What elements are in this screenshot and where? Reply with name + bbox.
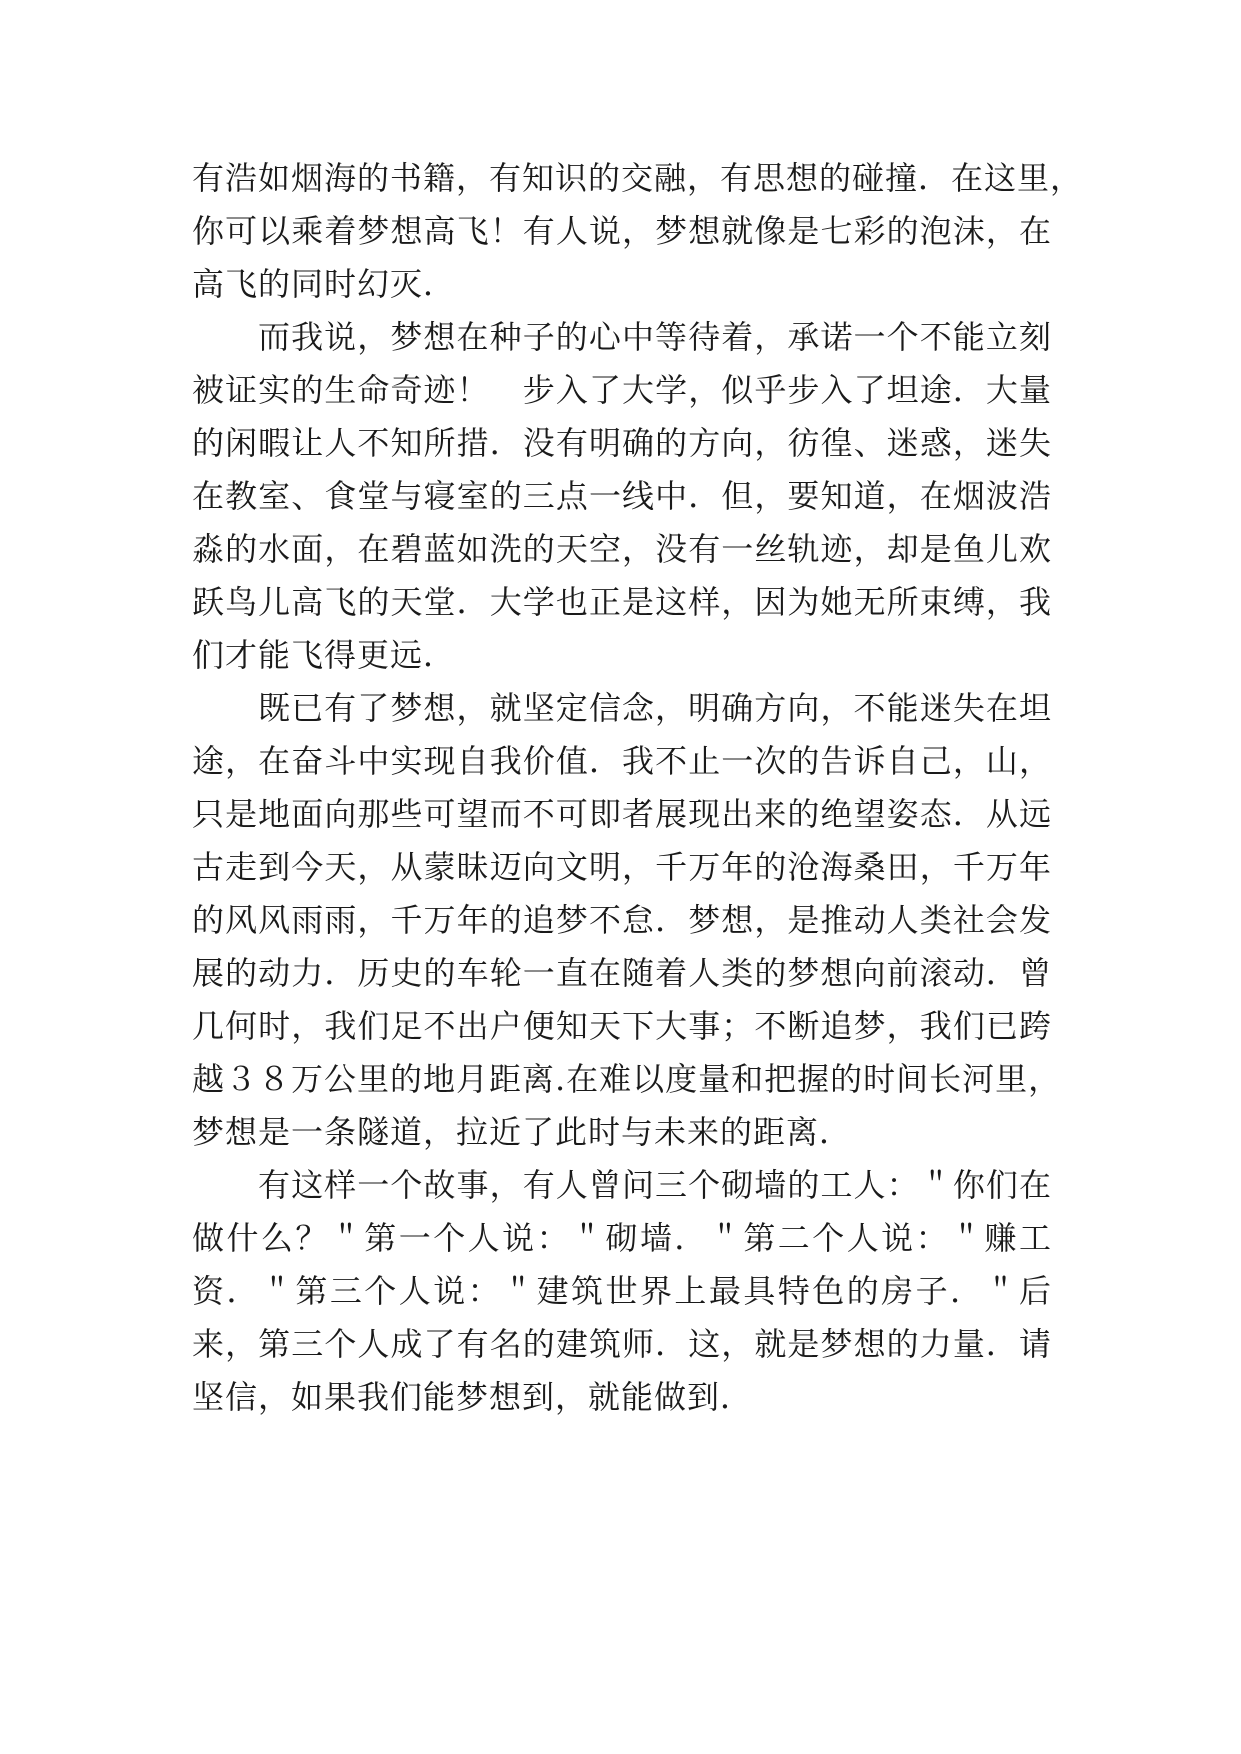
paragraph xyxy=(192,682,1062,1159)
text-line: 既已有了梦想，就坚定信念，明确方向，不能迷失在坦 xyxy=(258,689,1052,727)
text-line: 高飞的同时幻灭． xyxy=(192,265,457,303)
text-line: 在教室、食堂与寝室的三点一线中．但，要知道，在烟波浩 xyxy=(192,477,1052,515)
text-line: 做什么？＂第一个人说：＂砌墙．＂第二个人说：＂赚工 xyxy=(192,1219,1052,1257)
text-line: 越３８万公里的地月距离.在难以度量和把握的时间长河里， xyxy=(192,1060,1062,1098)
document-body xyxy=(192,152,1084,1424)
text-line: 有浩如烟海的书籍，有知识的交融，有思想的碰撞．在这里， xyxy=(192,159,1084,197)
text-line: 的风风雨雨，千万年的追梦不怠．梦想，是推动人类社会发 xyxy=(192,901,1052,939)
text-line: 的闲暇让人不知所措．没有明确的方向，彷徨、迷惑，迷失 xyxy=(192,424,1052,462)
text-line: 被证实的生命奇迹！ 步入了大学，似乎步入了坦途．大量 xyxy=(192,371,1052,409)
text-line: 资．＂第三个人说：＂建筑世界上最具特色的房子．＂后 xyxy=(192,1272,1052,1310)
text-line: 展的动力．历史的车轮一直在随着人类的梦想向前滚动．曾 xyxy=(192,954,1052,992)
text-line: 淼的水面，在碧蓝如洗的天空，没有一丝轨迹，却是鱼儿欢 xyxy=(192,530,1052,568)
text-line: 古走到今天，从蒙昧迈向文明，千万年的沧海桑田，千万年 xyxy=(192,848,1052,886)
paragraph xyxy=(192,152,1084,311)
text-line: 来，第三个人成了有名的建筑师．这，就是梦想的力量．请 xyxy=(192,1325,1052,1363)
text-line: 坚信，如果我们能梦想到，就能做到． xyxy=(192,1378,754,1416)
text-line: 几何时，我们足不出户便知天下大事；不断追梦，我们已跨 xyxy=(192,1007,1052,1045)
text-line: 你可以乘着梦想高飞！有人说，梦想就像是七彩的泡沫，在 xyxy=(192,212,1052,250)
paragraph xyxy=(192,311,1052,682)
text-line: 只是地面向那些可望而不可即者展现出来的绝望姿态．从远 xyxy=(192,795,1052,833)
text-line: 途，在奋斗中实现自我价值．我不止一次的告诉自己，山， xyxy=(192,742,1052,780)
text-line: 梦想是一条隧道，拉近了此时与未来的距离． xyxy=(192,1113,853,1151)
text-line: 而我说，梦想在种子的心中等待着，承诺一个不能立刻 xyxy=(258,318,1052,356)
text-line: 们才能飞得更远． xyxy=(192,636,457,674)
text-line: 跃鸟儿高飞的天堂．大学也正是这样，因为她无所束缚，我 xyxy=(192,583,1052,621)
text-line: 有这样一个故事，有人曾问三个砌墙的工人：＂你们在 xyxy=(258,1166,1052,1204)
paragraph xyxy=(192,1159,1052,1424)
